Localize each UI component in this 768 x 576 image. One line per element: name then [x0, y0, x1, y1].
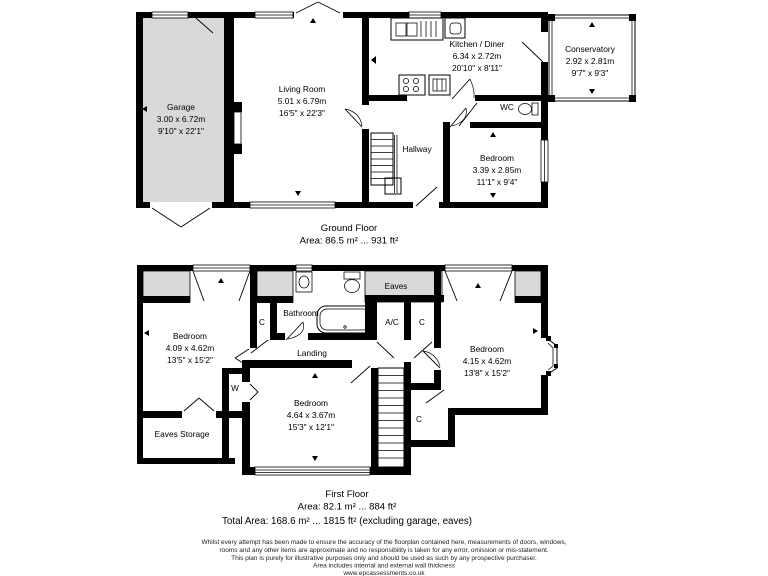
disclaimer-website: www.epcassessments.co.uk	[343, 570, 425, 576]
bedroom-middle-label: Bedroom	[294, 398, 328, 408]
bedroom-middle-metric: 4.64 x 3.67m	[286, 410, 336, 420]
cupboard-door	[414, 342, 432, 358]
eaves-storage-label: Eaves Storage	[154, 429, 210, 439]
bedroom-right-imperial: 13'8" x 15'2"	[464, 368, 510, 378]
disclaimer-line: Whilst every attempt has been made to ensure the accuracy of the floorplan contained here, measurements of doors, windows,	[201, 539, 567, 546]
cupboard-bottom-door	[426, 390, 444, 403]
conservatory-metric: 2.92 x 2.81m	[565, 56, 615, 66]
bedroom-g-metric: 3.39 x 2.85m	[472, 165, 522, 175]
disclaimer-line: This plan is purely for illustrative purposes only and should be used as such by any prospective purchaser.	[231, 555, 537, 562]
cupboard-label: C	[419, 318, 425, 327]
garage-door-opening	[150, 202, 212, 208]
conservatory-imperial: 9'7" x 9'3"	[571, 68, 609, 78]
ac-cupboard-door	[377, 342, 394, 358]
landing-label: Landing	[297, 348, 327, 358]
staircase-first	[378, 368, 404, 467]
total-area-line: Total Area: 168.6 m² ... 1815 ft² (excluding garage, eaves)	[222, 516, 472, 527]
eaves-label: Eaves	[384, 282, 408, 291]
first-floor-plan	[137, 265, 558, 513]
garage-label: Garage	[167, 102, 195, 112]
ground-floor-plan	[136, 2, 636, 247]
bathroom-label: Bathroom	[283, 309, 319, 318]
kitchen-metric: 6.34 x 2.72m	[452, 51, 502, 61]
french-door-leaf	[296, 2, 318, 13]
bay-window	[546, 336, 558, 376]
first-floor-area: Area: 82.1 m² ... 884 ft²	[297, 501, 397, 513]
garage-door-leaf	[181, 208, 210, 227]
eaves-storage-door	[184, 398, 199, 411]
bathroom-fittings	[296, 272, 373, 333]
bedroom-middle-imperial: 15'3" x 12'1"	[288, 422, 334, 432]
bedroom-left-metric: 4.09 x 4.62m	[165, 343, 215, 353]
bedroom-right-metric: 4.15 x 4.62m	[462, 356, 512, 366]
disclaimer-line: rooms and any other items are approximate and no responsibility is taken for any error, omission or mis-statement.	[219, 547, 549, 554]
basin-icon	[296, 272, 312, 292]
garage-door-leaf	[152, 208, 181, 227]
french-door-opening	[294, 12, 343, 18]
bedroom-g-imperial: 11'1" x 9'4"	[476, 177, 518, 187]
disclaimer-line: Area includes internal and external wall thickness	[313, 562, 455, 570]
french-door-leaf	[318, 2, 340, 13]
living-room-imperial: 16'5" x 22'3"	[279, 108, 325, 118]
ground-floor-title: Ground Floor	[320, 223, 378, 234]
bedroom-left-label: Bedroom	[173, 331, 207, 341]
bedroom-g-label: Bedroom	[480, 153, 514, 163]
wardrobe-door	[250, 384, 258, 392]
living-room-label: Living Room	[278, 84, 326, 94]
wardrobe-label: W	[231, 384, 239, 393]
bedroom-left-imperial: 13'5" x 15'2"	[167, 355, 213, 365]
wardrobe-door	[250, 392, 258, 400]
bedroom-middle-door	[351, 366, 370, 383]
living-room-metric: 5.01 x 6.79m	[277, 96, 327, 106]
kitchen-imperial: 20'10" x 8'11"	[452, 63, 502, 73]
conservatory-label: Conservatory	[565, 44, 615, 54]
first-floor-title: First Floor	[325, 489, 369, 500]
cupboard-label: C	[259, 318, 265, 327]
garage-imperial: 9'10" x 22'1"	[158, 126, 204, 136]
toilet-icon	[344, 272, 360, 293]
eaves-storage-door	[199, 398, 214, 411]
wc-label: WC	[500, 103, 514, 112]
ground-floor-area: Area: 86.5 m² ... 931 ft²	[299, 235, 399, 247]
fireplace-recess	[234, 112, 241, 144]
bathtub-icon	[317, 306, 373, 333]
summary-block	[202, 516, 567, 576]
bedroom-right-door	[423, 351, 440, 368]
kitchen-label: Kitchen / Diner	[449, 39, 505, 49]
cupboard-label: C	[416, 415, 422, 424]
bedroom-middle-window	[255, 467, 370, 475]
ac-label: A/C	[385, 318, 399, 327]
hallway-label: Hallway	[402, 144, 432, 154]
first-floor-labels	[155, 282, 512, 513]
bedroom-left-door	[235, 349, 249, 358]
bedroom-right-label: Bedroom	[470, 344, 504, 354]
garage-metric: 3.00 x 6.72m	[156, 114, 206, 124]
